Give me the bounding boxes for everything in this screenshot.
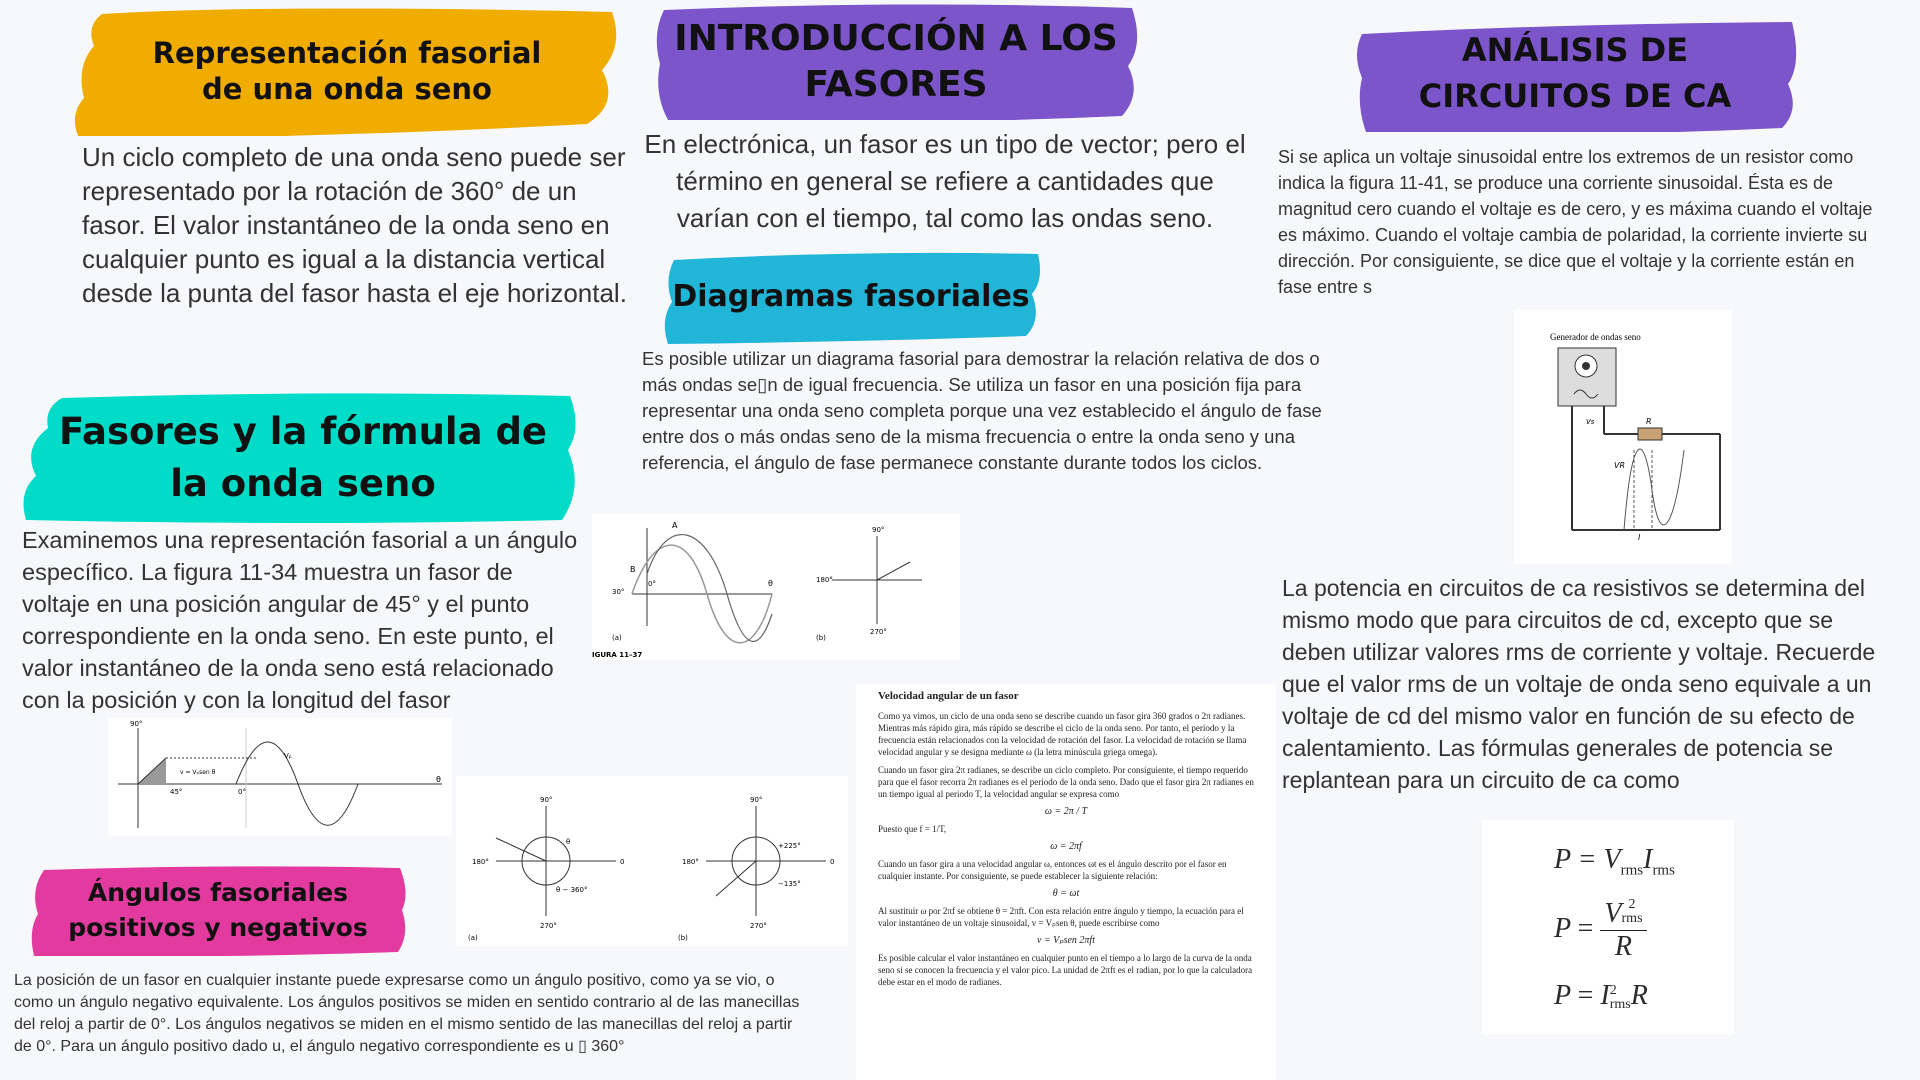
fig37-a: (a) — [612, 634, 622, 642]
book-p1: Como ya vimos, un ciclo de una onda seno se describe cuando un fasor gira 360 grados o 2π radianes. Mientras más rápido gira, más rápido se describe el ciclo de la onda seno. Por tanto, el periodo y la frecuencia están relacionados con la velocidad de rotación del fasor. La velocidad de rotación se llama velocidad angular y se designa mediante ω (la letra minúscula griega omega). — [878, 711, 1247, 757]
eq1-p: P — [1554, 844, 1571, 875]
fig37-zero: 0° — [648, 580, 656, 588]
ang-a-label: (a) — [468, 934, 478, 942]
banner-angulos — [28, 864, 408, 956]
figure-11-37 — [592, 514, 960, 660]
eq2-r: R — [1614, 931, 1633, 962]
ang-a-0: 0 — [620, 858, 625, 866]
circuit-svg — [1514, 310, 1732, 564]
book-eq4: v = Vₚsen 2πft — [1037, 935, 1095, 946]
analisis-title: ANÁLISIS DE CIRCUITOS DE CA — [1418, 31, 1732, 115]
eq3-two: 2 — [1609, 982, 1617, 998]
fig37-b: (b) — [816, 634, 826, 642]
ang-b-90: 90° — [750, 796, 763, 804]
circuit-i: I — [1638, 533, 1641, 542]
introduccion-title: INTRODUCCIÓN A LOS FASORES — [674, 18, 1118, 105]
power-eq-2: P = V 2 rms R — [1554, 898, 1647, 963]
eq3-rms: rms — [1609, 996, 1631, 1012]
circuit-vr: VR — [1614, 461, 1626, 470]
figure-power-formulas — [1482, 820, 1734, 1034]
ang-a-90: 90° — [540, 796, 553, 804]
eq2-p: P — [1554, 912, 1571, 944]
figure-circuit — [1514, 310, 1732, 564]
book-p5: Al sustituir ω por 2πf se obtiene θ = 2πft. Con esta relación entre ángulo y tiempo, la ecuación para el valor instantáneo de un voltaje sinusoidal, v = Vₚsen θ, puede escribirse como — [878, 906, 1244, 928]
circuit-label: Generador de ondas seno — [1550, 332, 1641, 342]
fig37-270: 270° — [870, 628, 887, 636]
formula-body: Examinemos una representación fasorial a un ángulo específico. La figura 11-34 muestra un fasor de voltaje en una posición angular de 45° y el punto correspondiente en la onda seno. En este punto, el valor instantáneo de la onda seno está relacionado con la posición y con la longitud del fasor — [22, 527, 578, 713]
book-p6: Es posible calcular el valor instantáneo en cualquier punto en el tiempo a lo largo de la curva de la onda seno si se conocen la frecuencia y el valor pico. La unidad de 2πft es el radian, por lo que la calculadora debe estar en el modo de radianes. — [878, 953, 1253, 987]
fig37-label-b: B — [630, 565, 636, 574]
book-eq3: θ = ωt — [1052, 888, 1080, 899]
circuit-r: R — [1646, 417, 1652, 426]
banner-introduccion — [652, 4, 1140, 120]
ang-a-270: 270° — [540, 922, 557, 930]
book-eq2: ω = 2πf — [1050, 841, 1082, 852]
angulos-title: Ángulos fasoriales positivos y negativos — [68, 878, 368, 942]
figure-angles — [456, 776, 848, 946]
fig37-90: 90° — [872, 526, 885, 534]
banner-representacion — [72, 6, 622, 136]
ang-a-180: 180° — [472, 858, 489, 866]
banner-diagramas — [660, 250, 1042, 344]
ang-b-180: 180° — [682, 858, 699, 866]
fig37-thirty: 30° — [612, 588, 625, 596]
eq3-i: I — [1600, 980, 1610, 1011]
analisis-body: Si se aplica un voltaje sinusoidal entre los extremos de un resistor como indica la figura 11-41, se produce una corriente sinusoidal. Ésta es de magnitud cero cuando el voltaje es de cero, y es máxima cuando el voltaje es máximo. Cuando el voltaje cambia de polaridad, la corriente invierte su dirección. Por consiguiente, se dice que el voltaje y la corriente están en fase entre s — [1278, 147, 1873, 297]
book-p4: Cuando un fasor gira a una velocidad angular ω, entonces ωt es el ángulo descrito por el fasor en cualquier instante. Por consiguiente, se puede establecer la siguiente relación: — [878, 859, 1227, 881]
diagramas-body: Es posible utilizar un diagrama fasorial para demostrar la relación relativa de dos o más ondas se▯n de igual frecuencia. Se utiliza un fasor en una posición fija para representar una onda seno completa porque una vez establecido el ángulo de fase entre dos o más ondas seno de la misma frecuencia o entre la onda seno y una referencia, el ángulo de fase permanece constante durante todos los ciclos. — [642, 348, 1322, 473]
phasor-sine-svg — [108, 718, 452, 836]
phase-diagram-svg — [592, 514, 960, 660]
eq1-v: = V — [1577, 844, 1621, 875]
fig34-vsen: v = Vₚsen θ — [180, 769, 216, 776]
banner-analisis — [1352, 14, 1798, 132]
book-p2: Cuando un fasor gira 2π radianes, se describe un ciclo completo. Por consiguiente, el tiempo requerido para que el fasor recorra 2π radianes es el periodo de la onda seno. Dado que el fasor gira 2π radianes en un tiempo igual al periodo T, la velocidad angular se expresa como — [878, 765, 1254, 799]
fig34-45: 45° — [170, 788, 183, 796]
circuit-vs: Vs — [1586, 418, 1595, 426]
formula-title: Fasores y la fórmula de la onda seno — [58, 410, 548, 505]
fig34-vp: Vₚ — [284, 752, 292, 760]
ang-a-neg: θ − 360° — [556, 886, 588, 894]
power-eq-3: P = I 2 rms R — [1554, 980, 1648, 1012]
fig37-180: 180° — [816, 576, 833, 584]
angles-svg — [456, 776, 848, 946]
fig34-0: 0° — [238, 788, 246, 796]
representacion-title: Representación fasorial de una onda seno — [152, 35, 542, 106]
eq1-rms: rms — [1620, 862, 1644, 879]
fig34-theta: θ — [436, 775, 441, 784]
eq3-r: R — [1630, 980, 1648, 1011]
eq3-p: P — [1554, 980, 1571, 1011]
analisis-body-2: La potencia en circuitos de ca resistivos se determina del mismo modo que para circuitos de cd, excepto que se deben utilizar valores rms de corriente y voltaje. Recuerde que el valor rms de un voltaje de onda seno equivale a un voltaje de cd del mismo valor en función de su efecto de calentamiento. Las fórmulas generales de potencia se replantean para un circuito de ca como — [1282, 575, 1876, 793]
ang-b-0: 0 — [830, 858, 835, 866]
eq2-rms: rms — [1621, 911, 1643, 926]
eq1-i: I — [1643, 844, 1653, 875]
eq2-v: V — [1604, 898, 1622, 929]
power-eq-1 — [1554, 844, 1675, 880]
fig37-label-a: A — [672, 521, 678, 530]
diagramas-title: Diagramas fasoriales — [672, 279, 1030, 315]
figure-11-34 — [108, 718, 452, 836]
representacion-body: Un ciclo completo de una onda seno puede ser representado por la rotación de 360° de un fasor. El valor instantáneo de la onda seno en cualquier punto es igual a la distancia vertical desde la punta del fasor hasta el eje horizontal. — [82, 142, 627, 308]
fig37-caption: IGURA 11–37 — [592, 651, 643, 659]
ang-a-theta: θ — [566, 838, 571, 846]
ang-b-225: +225° — [778, 842, 801, 850]
angulos-body: La posición de un fasor en cualquier instante puede expresarse como un ángulo positivo, como ya se vio, o como un ángulo negativo equivalente. Los ángulos positivos se miden en sentido contrario al de las manecillas del reloj a partir de 0°. Los ángulos negativos se miden en el mismo sentido de las manecillas del reloj a partir de 0°. Para un ángulo positivo dado u, el ángulo negativo correspondiente es u ▯ 360° — [14, 972, 800, 1055]
ang-b-135: −135° — [778, 880, 801, 888]
book-excerpt — [856, 684, 1276, 1080]
banner-formula — [22, 392, 584, 524]
fig37-theta: θ — [768, 579, 773, 588]
eq2-two: 2 — [1628, 897, 1636, 912]
eq1-rms-2: rms — [1652, 862, 1675, 879]
ang-b-label: (b) — [678, 934, 688, 942]
book-title: Velocidad angular de un fasor — [878, 690, 1019, 702]
introduccion-body: En electrónica, un fasor es un tipo de vector; pero el término en general se refiere a cantidades que varían con el tiempo, tal como las ondas seno. — [644, 129, 1246, 233]
fig34-90: 90° — [130, 720, 143, 728]
book-p3: Puesto que f = 1/T, — [878, 824, 947, 834]
book-eq1: ω = 2π / T — [1044, 806, 1088, 817]
ang-b-270: 270° — [750, 922, 767, 930]
